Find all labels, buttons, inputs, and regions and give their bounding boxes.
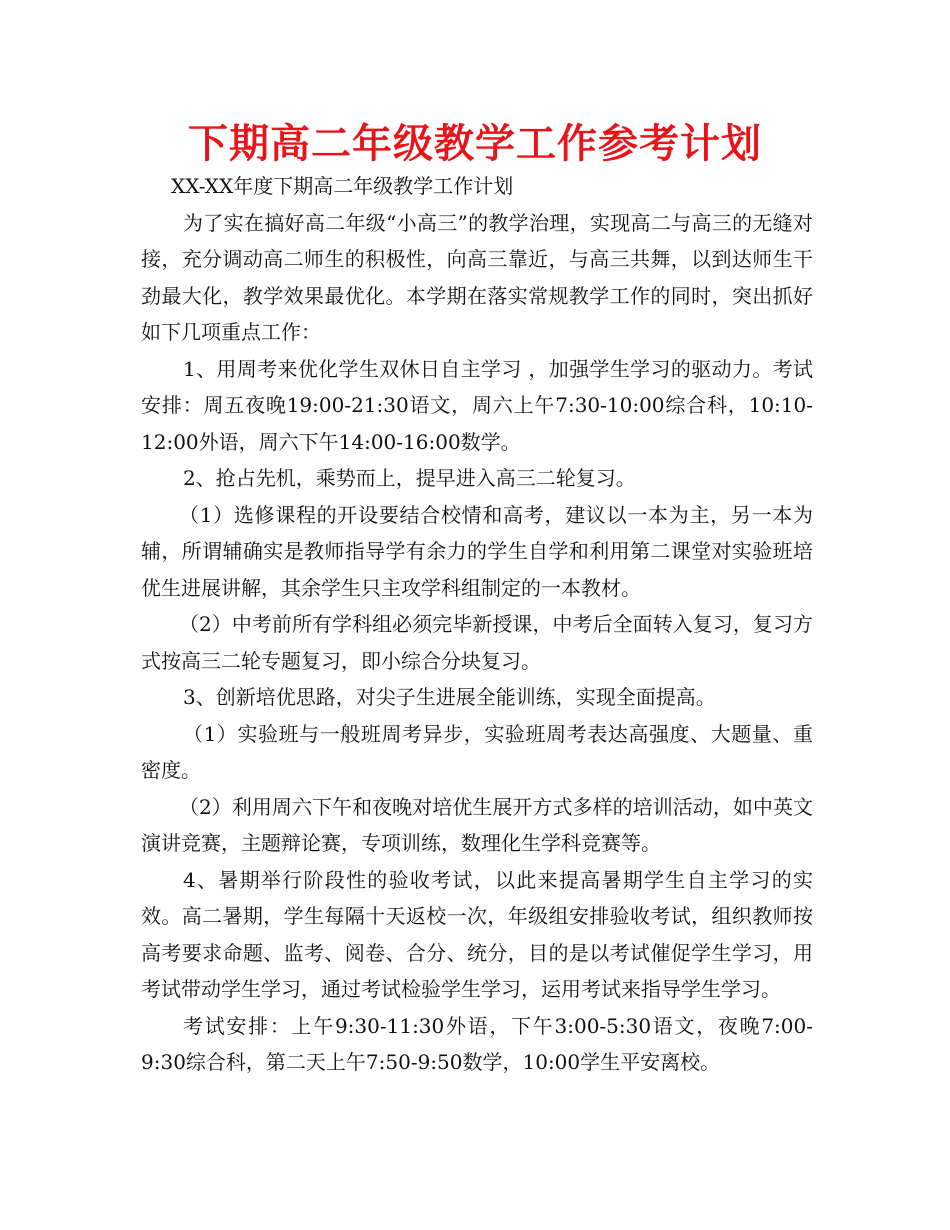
paragraph-item-4: 4、暑期举行阶段性的验收考试，以此来提高暑期学生自主学习的实效。高二暑期，学生每隔十天返校一次，年级组安排验收考试，组织教师按高考要求命题、监考、阅卷、合分、统分，目的是以考试催促学生学习，用考试带动学生学习，通过考试检验学生学习，运用考试来指导学生学习。 — [141, 867, 813, 1001]
paragraph-exam-schedule: 考试安排：上午9:30-11:30外语，下午3:00-5:30语文，夜晚7:00-9:30综合科，第二天上午7:50-9:50数学，10:00学生平安离校。 — [141, 1013, 813, 1074]
paragraph-subtitle: XX-XX年度下期高二年级教学工作计划 — [171, 174, 514, 198]
paragraph-intro: 为了实在搞好高二年级“小高三”的教学治理，实现高二与高三的无缝对接，充分调动高二师生的积极性，向高三靠近，与高三共舞，以到达师生干劲最大化，教学效果最优化。本学期在落实常规教学工作的同时，突出抓好如下几项重点工作： — [141, 210, 813, 344]
document-title: 下期高二年级教学工作参考计划 — [188, 121, 762, 167]
paragraph-item-2-sub-2: （2）中考前所有学科组必须完毕新授课，中考后全面转入复习，复习方式按高三二轮专题复习，即小综合分块复习。 — [141, 612, 813, 673]
paragraph-item-2-sub-1: （1）选修课程的开设要结合校情和高考，建议以一本为主，另一本为辅，所谓辅确实是教师指导学有余力的学生自学和利用第二课堂对实验班培优生进展讲解，其余学生只主攻学科组制定的一本教材。 — [141, 502, 813, 600]
paragraph-item-2: 2、抢占先机，乘势而上，提早进入高三二轮复习。 — [183, 466, 636, 490]
paragraph-item-3-sub-1: （1）实验班与一般班周考异步，实验班周考表达高强度、大题量、重密度。 — [141, 721, 813, 782]
paragraph-item-3-sub-2: （2）利用周六下午和夜晚对培优生展开方式多样的培训活动，如中英文演讲竞赛，主题辩论赛，专项训练，数理化生学科竞赛等。 — [141, 794, 813, 855]
document-body — [141, 168, 813, 1081]
paragraph-item-3: 3、创新培优思路，对尖子生进展全能训练，实现全面提高。 — [183, 685, 716, 709]
paragraph-item-1: 1、用周考来优化学生双休日自主学习 ，加强学生学习的驱动力。考试安排：周五夜晚19:00-21:30语文，周六上午7:30-10:00综合科，10:10-12:00外语，周六下午14:00-16:00数学。 — [141, 356, 813, 454]
